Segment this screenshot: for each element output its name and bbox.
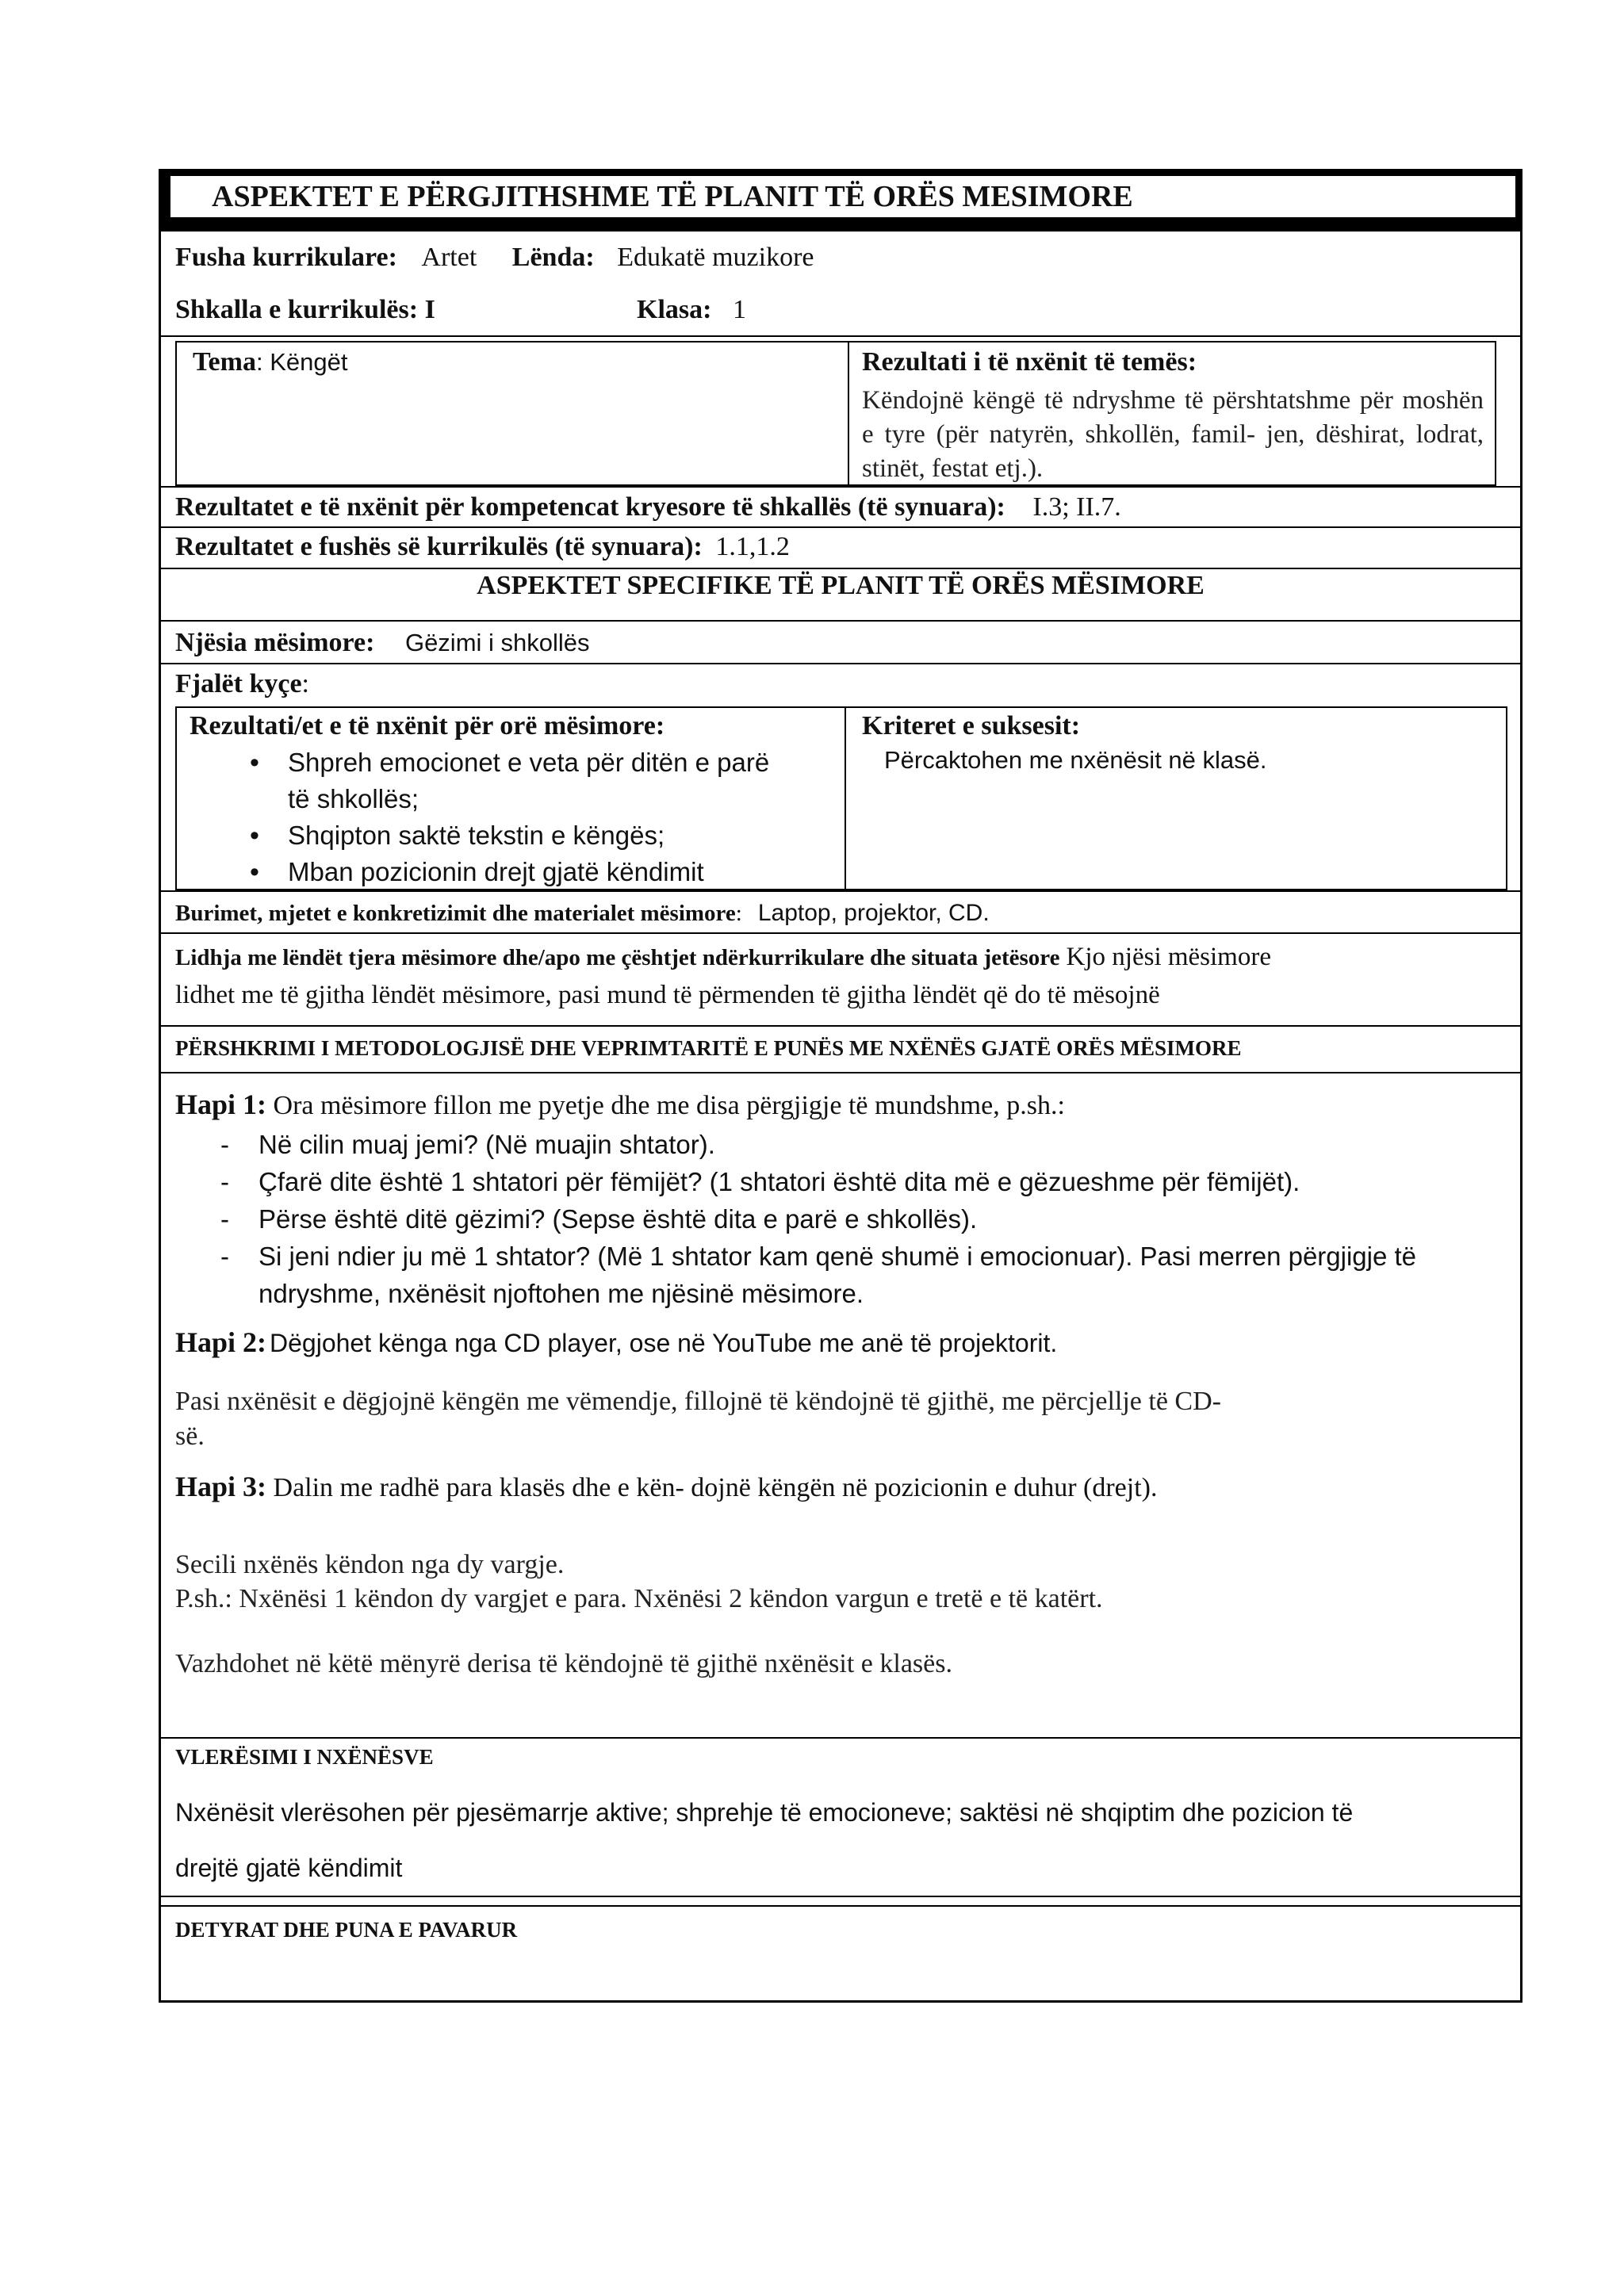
question-item: [161, 1238, 1520, 1312]
specific-title-row: [161, 569, 1520, 622]
methodology-title-row: [161, 1027, 1520, 1073]
theme-result-label: Rezultati i të nxënit të temës:: [862, 347, 1197, 377]
links-label: Lidhja me lëndët tjera mësimore dhe/apo me çështjet ndërkurrikulare dhe situata jetësore: [175, 945, 1060, 970]
resources-row: [161, 892, 1520, 934]
methodology-title: PËRSHKRIMI I METODOLOGJISË DHE VEPRIMTARITË E PUNËS ME NXËNËS GJATË ORËS MËSIMORE: [175, 1036, 1242, 1060]
links-text: [175, 940, 1504, 1016]
lesson-result-item: [177, 854, 845, 890]
competences-line: [175, 492, 1121, 522]
keywords-line: [175, 669, 309, 699]
assessment-text: [175, 1785, 1353, 1896]
unit-value: Gëzimi i shkollës: [404, 629, 590, 656]
lesson-results-label: Rezultati/et e të nxënit për orë mësimore:: [190, 711, 665, 740]
question-text-cont: ndryshme, nxënësit njoftohen me njësinë mësimore.: [259, 1279, 864, 1308]
theme-result-box: [848, 341, 1496, 486]
theme-result-text: Këndojnë këngë të ndryshme të përshtatshme për moshën e tyre (për natyrën, shkollën, famil- jen, dëshirat, lodrat, stinët, festat etj.).: [862, 386, 1484, 483]
general-info: [161, 232, 1520, 337]
lesson-result-text-cont: të shkollës;: [288, 784, 419, 813]
lesson-result-text: Mban pozicionin drejt gjatë këndimit: [288, 857, 704, 886]
assessment-line2: drejtë gjatë këndimit: [175, 1854, 403, 1882]
links-value-line2: lidhet me të gjitha lëndët mësimore, pasi mund të përmenden të gjitha lëndët që do të mësojnë: [175, 981, 1160, 1009]
step3: [175, 1470, 1157, 1503]
step1-label: Hapi 1:: [175, 1089, 267, 1120]
step1-text: Ora mësimore fillon me pyetje dhe me disa përgjigje të mundshme, p.sh.:: [273, 1091, 1065, 1120]
step3-para3: Vazhdohet në këtë mënyrë derisa të këndojnë të gjithë nxënësit e klasës.: [175, 1649, 952, 1678]
class-row: [637, 295, 746, 325]
resources-line: Burimet, mjetet e konkretizimit dhe materialet mësimore: Laptop, projektor, CD.: [175, 900, 990, 926]
lesson-result-text: Shqipton saktë tekstin e këngës;: [288, 821, 665, 850]
assessment-row: [161, 1737, 1520, 1897]
step3-para1: Secili nxënës këndon nga dy vargje.: [175, 1550, 565, 1579]
page-title: ASPEKTET E PËRGJITHSHME TË PLANIT TË ORËS MESIMORE: [170, 176, 1515, 217]
step2-label: Hapi 2:: [175, 1326, 267, 1358]
criteria-box: [845, 706, 1507, 890]
lesson-plan-table: [159, 169, 1522, 2003]
subject-label: Lënda:: [511, 243, 595, 272]
field-results-value: 1.1,1.2: [715, 532, 790, 561]
question-text: Çfarë dite është 1 shtatori për fëmijët? (1 shtatori është dita më e gëzueshme për fëmijët).: [259, 1167, 1300, 1196]
field-results-label: Rezultatet e fushës së kurrikulës (të synuara):: [175, 532, 703, 561]
question-text: Si jeni ndier ju më 1 shtator? (Më 1 shtator kam qenë shumë i emocionuar). Pasi merren përgjigje të: [259, 1242, 1417, 1271]
unit-line: [175, 628, 590, 658]
criteria-text: Përcaktohen me nxënësit në klasë.: [884, 746, 1267, 774]
links-value-line1: Kjo njësi mësimore: [1066, 943, 1271, 971]
question-item: [161, 1200, 1520, 1238]
step3-text: Dalin me radhë para klasës dhe e kën- dojnë këngën në pozicionin e duhur (drejt).: [273, 1473, 1158, 1502]
step3-para2: P.sh.: Nxënësi 1 këndon dy vargjet e para. Nxënësi 2 këndon vargun e tretë e të katërt.: [175, 1584, 1103, 1613]
step2-text: Dëgjohet kënga nga CD player, ose në YouTube me anë të projektorit.: [270, 1329, 1058, 1357]
theme-value: : Këngët: [255, 348, 348, 376]
step3-details: [175, 1548, 1103, 1616]
keywords-label: Fjalët kyçe: [175, 669, 302, 698]
lesson-result-item: [177, 817, 845, 854]
keywords-row: [161, 664, 1520, 705]
field-value: Artet: [421, 243, 477, 272]
resources-value: Laptop, projektor, CD.: [757, 900, 990, 926]
step2-para: [175, 1384, 1221, 1454]
criteria-label: Kriteret e suksesit:: [862, 711, 1081, 740]
field-row: [175, 243, 814, 273]
field-results-row: [161, 528, 1520, 569]
scale-label: Shkalla e kurrikulës: I: [175, 295, 435, 324]
keywords-colon: :: [301, 669, 309, 698]
step3-label: Hapi 3:: [175, 1471, 267, 1502]
lesson-result-text: Shpreh emocionet e veta për ditën e parë: [288, 748, 770, 777]
resources-label: Burimet, mjetet e konkretizimit dhe materialet mësimore: [175, 901, 736, 926]
class-label: Klasa:: [637, 295, 712, 324]
assessment-line1: Nxënësit vlerësohen për pjesëmarrje aktive; shprehje të emocioneve; saktësi në shqiptim dhe pozicion të: [175, 1798, 1354, 1827]
field-label: Fusha kurrikulare:: [175, 243, 397, 272]
competences-label: Rezultatet e të nxënit për kompetencat kryesore të shkallës (të synuara):: [175, 492, 1005, 522]
subject-value: Edukatë muzikore: [617, 243, 814, 272]
theme-line: [193, 347, 347, 377]
step2-para-line2: së.: [175, 1422, 205, 1451]
theme-row: [161, 337, 1520, 486]
homework-row: [161, 1905, 1520, 2000]
links-row: [161, 934, 1520, 1027]
question-item: [161, 1163, 1520, 1200]
assessment-title: VLERËSIMI I NXËNËSVE: [175, 1745, 434, 1769]
question-list: [161, 1126, 1520, 1312]
competences-value: I.3; II.7.: [1032, 492, 1121, 522]
step1: [175, 1088, 1065, 1121]
step2-para-line1: Pasi nxënësit e dëgjojnë këngën me vëmendje, fillojnë të këndojnë të gjithë, me përcjellje të CD-: [175, 1387, 1221, 1416]
competences-row: [161, 486, 1520, 528]
lesson-results-list: [177, 744, 845, 890]
unit-label: Njësia mësimore:: [175, 628, 375, 657]
field-results-line: [175, 532, 790, 562]
unit-row: [161, 622, 1520, 664]
lesson-results-row: [161, 705, 1520, 892]
question-text: Në cilin muaj jemi? (Në muajin shtator).: [259, 1130, 715, 1159]
theme-label: Tema: [193, 347, 256, 377]
specific-title: ASPEKTET SPECIFIKE TË PLANIT TË ORËS MËSIMORE: [477, 571, 1205, 600]
lesson-result-item: [177, 744, 845, 817]
title-bar: [161, 171, 1520, 232]
question-item: [161, 1126, 1520, 1163]
step2: [175, 1326, 1057, 1359]
homework-title: DETYRAT DHE PUNA E PAVARUR: [175, 1918, 518, 1942]
lesson-results-box: [175, 706, 846, 890]
question-text: Përse është ditë gëzimi? (Sepse është dita e parë e shkollës).: [259, 1204, 978, 1234]
theme-box: [175, 341, 849, 486]
class-value: 1: [732, 295, 746, 324]
